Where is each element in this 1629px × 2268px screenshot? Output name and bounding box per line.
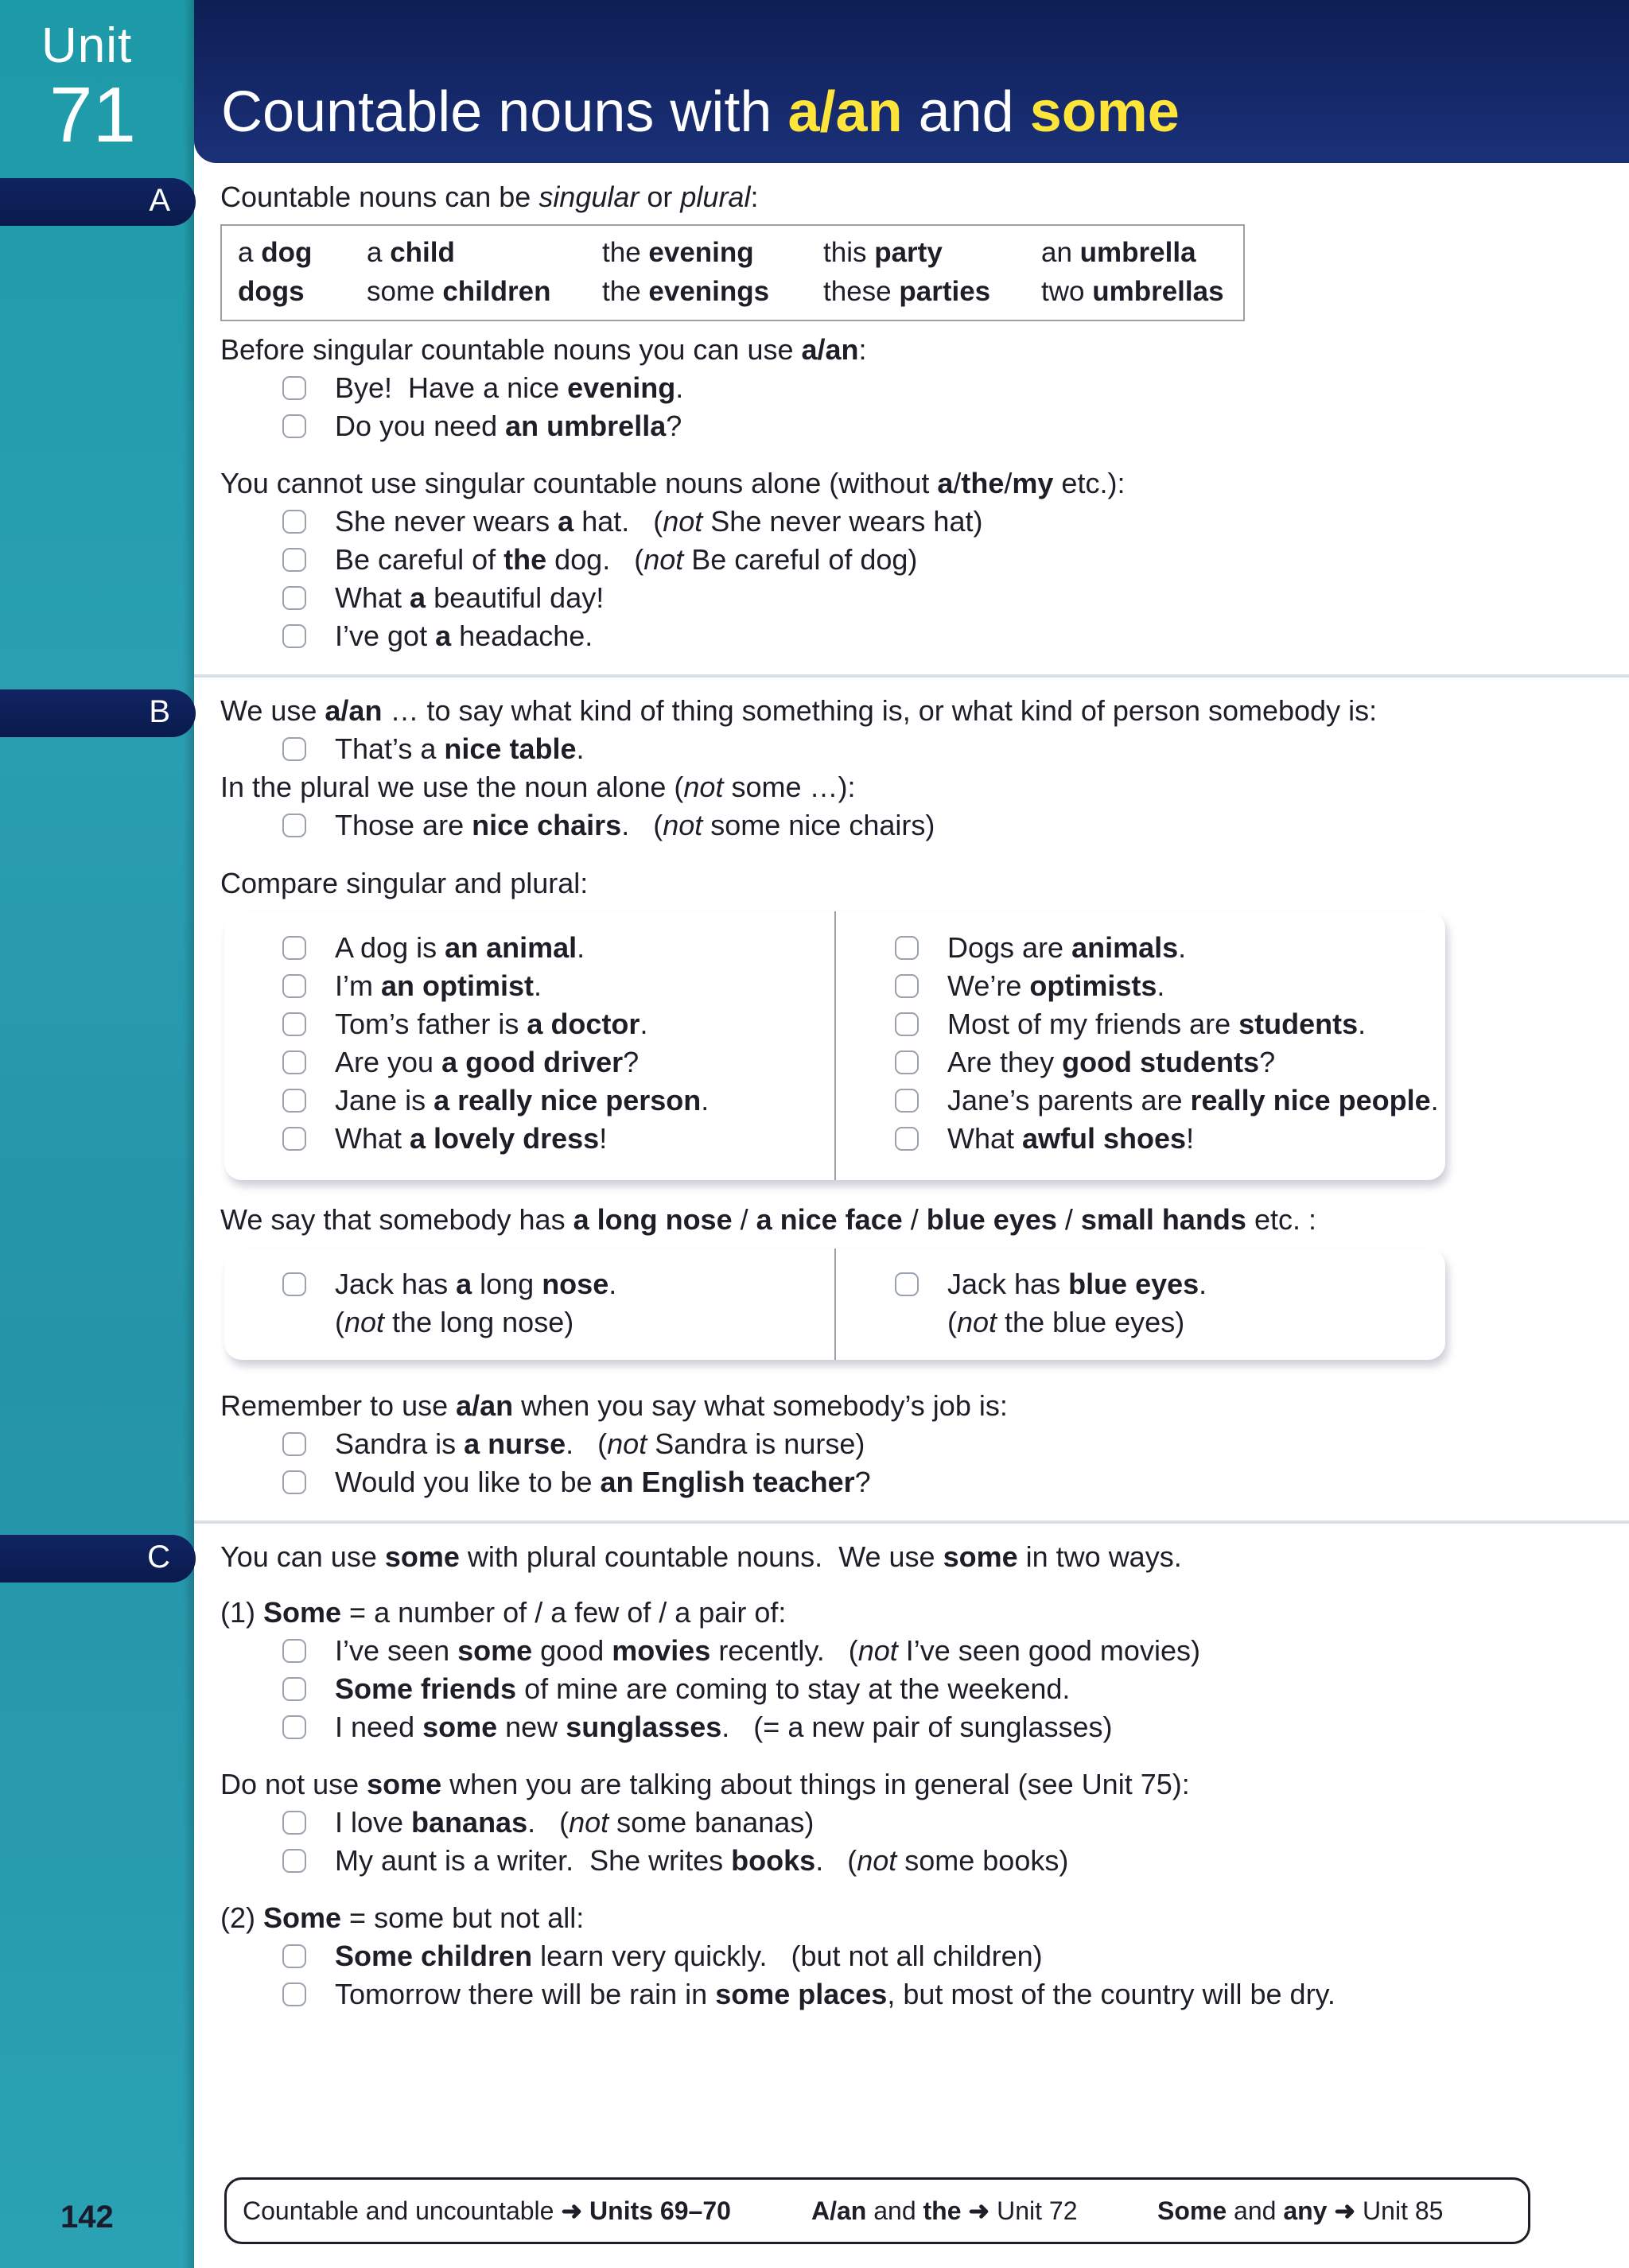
bullet-icon xyxy=(282,1470,306,1494)
plural-example: Dogs are animals. xyxy=(947,931,1187,964)
singular-example: Tom’s father is a doctor. xyxy=(335,1008,648,1040)
unit-label: Unit xyxy=(41,18,133,73)
table-cell: a child xyxy=(367,237,455,268)
example-table xyxy=(220,224,1245,321)
section-tab-a: A xyxy=(0,178,196,226)
cross-reference-link[interactable]: Countable and uncountable ➜ Units 69–70 xyxy=(243,2196,731,2225)
bullet-icon xyxy=(895,974,919,998)
rule-text: Remember to use a/an when you say what somebody’s job is: xyxy=(220,1389,1008,1422)
unit-number: 71 xyxy=(49,71,137,158)
section-tab-c: C xyxy=(0,1535,196,1583)
table-cell: the evening xyxy=(602,237,754,268)
page-title: Countable nouns with a/an and some xyxy=(221,80,1180,144)
bullet-icon xyxy=(282,737,306,761)
bullet-icon xyxy=(895,936,919,960)
bullet-icon xyxy=(282,586,306,610)
section-divider xyxy=(194,674,1629,678)
rule-text: (1) Some = a number of / a few of / a pair of: xyxy=(220,1596,787,1629)
table-cell: some children xyxy=(367,276,551,307)
bullet-icon xyxy=(282,1811,306,1835)
example-line: I love bananas. (not some bananas) xyxy=(335,1806,814,1839)
body-example: Jack has blue eyes. xyxy=(947,1268,1207,1300)
bullet-icon xyxy=(282,1849,306,1873)
table-cell: dogs xyxy=(238,276,305,307)
example-line: She never wears a hat. (not She never wears hat) xyxy=(335,505,983,538)
cross-reference-link[interactable]: Some and any ➜ Unit 85 xyxy=(1157,2196,1444,2225)
example-line: Do you need an umbrella? xyxy=(335,410,682,442)
example-line: Bye! Have a nice evening. xyxy=(335,371,684,404)
body-example-note: (not the blue eyes) xyxy=(947,1306,1185,1338)
table-cell: the evenings xyxy=(602,276,770,307)
singular-example: Are you a good driver? xyxy=(335,1046,640,1078)
singular-example: What a lovely dress! xyxy=(335,1122,608,1155)
table-cell: a dog xyxy=(238,237,313,268)
table-cell: these parties xyxy=(823,276,991,307)
bullet-icon xyxy=(282,414,306,438)
bullet-icon xyxy=(282,1272,306,1296)
singular-example: A dog is an animal. xyxy=(335,931,585,964)
example-line: What a beautiful day! xyxy=(335,581,605,614)
bullet-icon xyxy=(895,1127,919,1151)
plural-example: We’re optimists. xyxy=(947,969,1165,1002)
rule-text: You can use some with plural countable nouns. We use some in two ways. xyxy=(220,1540,1182,1573)
bullet-icon xyxy=(282,376,306,400)
singular-example: I’m an optimist. xyxy=(335,969,542,1002)
rule-text: Before singular countable nouns you can use a/an: xyxy=(220,333,867,366)
bullet-icon xyxy=(282,548,306,572)
rule-text: You cannot use singular countable nouns alone (without a/the/my etc.): xyxy=(220,467,1126,499)
bullet-icon xyxy=(282,1983,306,2006)
bullet-icon xyxy=(282,1089,306,1113)
example-line: I need some new sunglasses. (= a new pair of sunglasses) xyxy=(335,1711,1113,1743)
bullet-icon xyxy=(282,1012,306,1036)
bullet-icon xyxy=(282,1051,306,1074)
compare-divider xyxy=(834,911,836,1180)
example-line: Some friends of mine are coming to stay at the weekend. xyxy=(335,1672,1071,1705)
bullet-icon xyxy=(282,974,306,998)
body-example-note: (not the long nose) xyxy=(335,1306,574,1338)
plural-example: What awful shoes! xyxy=(947,1122,1195,1155)
bullet-icon xyxy=(282,1715,306,1739)
rule-text: We use a/an … to say what kind of thing something is, or what kind of person somebody is: xyxy=(220,694,1378,727)
bullet-icon xyxy=(895,1089,919,1113)
section-a-intro: Countable nouns can be singular or plural: xyxy=(220,181,759,213)
section-tab-b: B xyxy=(0,689,196,737)
example-line: Tomorrow there will be rain in some places, but most of the country will be dry. xyxy=(335,1978,1335,2010)
example-line: Some children learn very quickly. (but not all children) xyxy=(335,1940,1043,1972)
bullet-icon xyxy=(895,1272,919,1296)
plural-example: Most of my friends are students. xyxy=(947,1008,1367,1040)
example-line: That’s a nice table. xyxy=(335,732,585,765)
bullet-icon xyxy=(282,1432,306,1456)
section-divider xyxy=(194,1520,1629,1524)
bullet-icon xyxy=(282,1944,306,1968)
page-number: 142 xyxy=(60,2200,114,2235)
bullet-icon xyxy=(282,936,306,960)
table-cell: this party xyxy=(823,237,943,268)
body-example: Jack has a long nose. xyxy=(335,1268,617,1300)
example-line: I’ve seen some good movies recently. (not I’ve seen good movies) xyxy=(335,1634,1200,1667)
rule-text: Do not use some when you are talking about things in general (see Unit 75): xyxy=(220,1768,1190,1800)
bullet-icon xyxy=(895,1051,919,1074)
example-line: Be careful of the dog. (not Be careful of dog) xyxy=(335,543,918,576)
bullet-icon xyxy=(282,1639,306,1663)
bullet-icon xyxy=(282,624,306,648)
example-line: My aunt is a writer. She writes books. (not some books) xyxy=(335,1844,1069,1877)
compare-divider xyxy=(834,1249,836,1360)
bullet-icon xyxy=(282,814,306,837)
example-line: I’ve got a headache. xyxy=(335,619,593,652)
cross-reference-link[interactable]: A/an and the ➜ Unit 72 xyxy=(811,2196,1078,2225)
rule-text: Compare singular and plural: xyxy=(220,867,589,899)
example-line: Sandra is a nurse. (not Sandra is nurse) xyxy=(335,1427,865,1460)
plural-example: Are they good students? xyxy=(947,1046,1276,1078)
singular-example: Jane is a really nice person. xyxy=(335,1084,710,1117)
rule-text: (2) Some = some but not all: xyxy=(220,1901,585,1934)
rule-text: We say that somebody has a long nose / a nice face / blue eyes / small hands etc. : xyxy=(220,1203,1316,1236)
rule-text: In the plural we use the noun alone (not some …): xyxy=(220,771,856,803)
bullet-icon xyxy=(282,1127,306,1151)
bullet-icon xyxy=(895,1012,919,1036)
sidebar-band xyxy=(0,0,194,2268)
example-line: Would you like to be an English teacher? xyxy=(335,1466,871,1498)
example-line: Those are nice chairs. (not some nice chairs) xyxy=(335,809,935,841)
table-cell: an umbrella xyxy=(1041,237,1196,268)
bullet-icon xyxy=(282,1677,306,1701)
bullet-icon xyxy=(282,510,306,534)
table-cell: two umbrellas xyxy=(1041,276,1224,307)
plural-example: Jane’s parents are really nice people. xyxy=(947,1084,1439,1117)
